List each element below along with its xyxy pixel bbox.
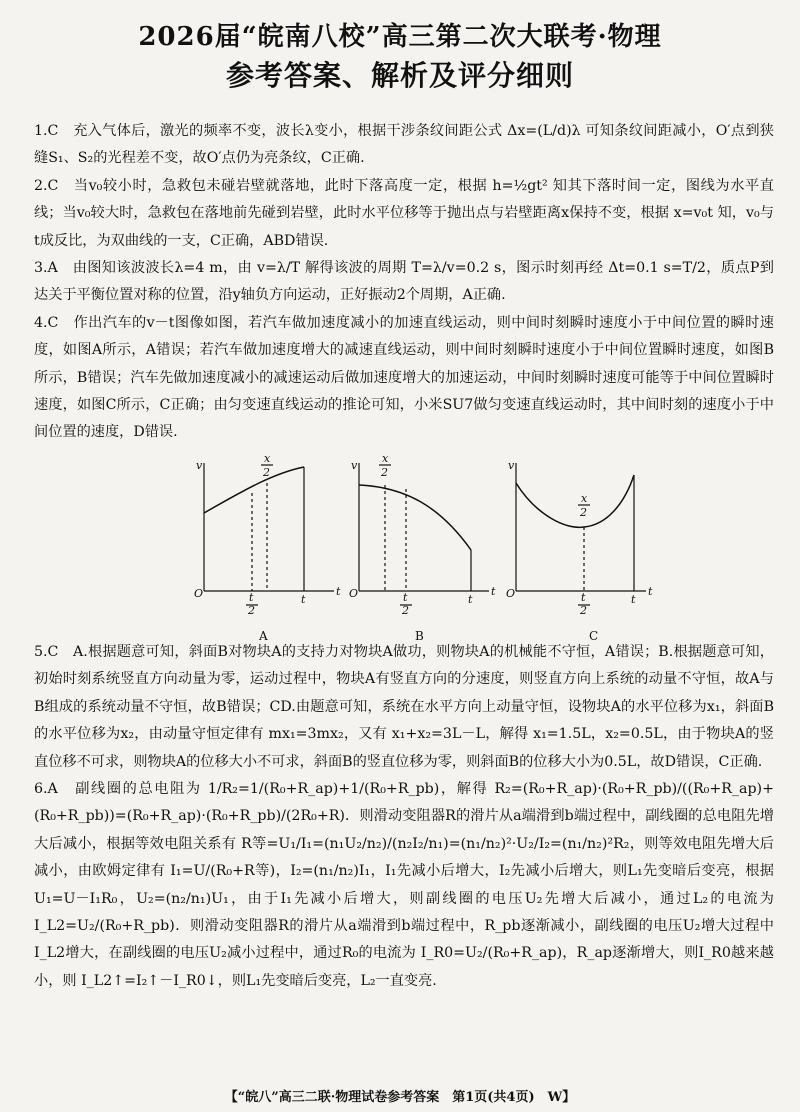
answer-item-3 <box>34 255 774 310</box>
caption-a: A <box>259 628 268 643</box>
curve-b <box>359 485 471 550</box>
answer-text: A.根据题意可知，斜面B对物块A的支持力对物块A做功，则物块A的机械能不守恒，A错误；B.根据题意可知，初始时刻系统竖直方向动量为零，运动过程中，物块A有竖直方向的分速度，则竖直方向上系统的动量不守恒，故A与B组成的系统动量不守恒，故B错误；CD.由题意可知，系统在水平方向上动量守恒，设物块A的水平位移为x₁，斜面B的水平位移为x₂，由动量守恒定律有 mx₁=3mx₂，又有 x₁+x₂=3L－L，解得 x₁=1.5L，x₂=0.5L，由于物块A的竖直位移不可求，则物块A的位移大小不可求，斜面B的竖直位移为零，则斜面B的位移大小为0.5L，故D错误，C正确. <box>34 643 774 770</box>
curve-a <box>204 467 304 513</box>
origin-label: O <box>349 586 359 600</box>
answer-item-1 <box>34 118 774 173</box>
caption-b: B <box>415 628 424 643</box>
answer-list <box>34 118 774 995</box>
answer-number: 5.C <box>34 643 59 660</box>
answer-item-2 <box>34 173 774 255</box>
answer-number: 6.A <box>34 780 58 797</box>
page-title: 2026届“皖南八校”高三第二次大联考·物理 <box>138 22 662 52</box>
half-x-den: 2 <box>381 465 388 479</box>
answer-item-6 <box>34 776 774 995</box>
answer-number: 3.A <box>34 260 58 277</box>
spacer <box>34 625 774 639</box>
half-x-den: 2 <box>263 465 270 479</box>
vt-graph-a <box>194 455 344 615</box>
half-x-num: x <box>382 454 389 465</box>
v-label: v <box>196 458 203 472</box>
half-t-num: t <box>581 590 586 604</box>
vt-graphs <box>34 454 774 643</box>
half-x-num: x <box>581 491 588 505</box>
answer-text: 副线圈的总电阻为 1/R₂=1/(R₀+R_ap)+1/(R₀+R_pb)，解得 R₂=(R₀+R_ap)·(R₀+R_pb)/((R₀+R_ap)+(R₀+R_pb))=(R₀+R_ap)·(R₀+R_pb)/(2R₀+R)．则滑动变阻器R的滑片从a端滑到b端过程中，副线圈的总电阻先增大后减小，根据等效电阻关系有 R等=U₁/I₁=(n₁U₂/n₂)/(n₂I₂/n₁)=(n₁/n₂)²·U₂/I₂=(n₁/n₂)²R₂，则等效电阻先增大后减小，由欧姆定律有 I₁=U/(R₀+R等)，I₂=(n₁/n₂)I₁，I₁先减小后增大，I₂先减小后增大，则L₁先变暗后变亮，根据 U₁=U－I₁R₀，U₂=(n₂/n₁)U₁，由于I₁先减小后增大，则副线圈的电压U₂先增大后减小，通过L₂的电流为 I_L2=U₂/(R₀+R_pb)．则滑动变阻器R的滑片从a端滑到b端过程中，R_pb逐渐减小，副线圈的电压U₂增大过程中I_L2增大，在副线圈的电压U₂减小过程中，通过R₀的电流为 I_R0=U₂/(R₀+R_ap)，R_ap逐渐增大，则I_R0越来越小，则 I_L2↑=I₂↑－I_R0↓，则L₁先变暗后变亮，L₂一直变亮. <box>34 780 774 989</box>
half-t-den: 2 <box>248 603 255 615</box>
vt-graph-c <box>506 455 656 615</box>
half-t-num: t <box>249 590 254 604</box>
answer-text: 充入气体后，激光的频率不变，波长λ变小，根据干涉条纹间距公式 Δx=(L/d)λ 可知条纹间距减小，O′点到狭缝S₁、S₂的光程差不变，故O′点仍为亮条纹，C正确. <box>34 123 774 167</box>
half-t-den: 2 <box>580 603 587 615</box>
t-label: t <box>491 584 496 598</box>
half-t-den: 2 <box>402 603 409 615</box>
origin-label: O <box>506 586 516 600</box>
end-t-label: t <box>301 592 306 606</box>
page-subtitle: 参考答案、解析及评分细则 <box>225 59 574 92</box>
answer-text: 作出汽车的v－t图像如图，若汽车做加速度减小的加速直线运动，则中间时刻瞬时速度小于中间位置的瞬时速度，如图A所示，A错误；若汽车做加速度增大的减速直线运动，则中间时刻瞬时速度小于中间位置瞬时速度，如图B所示，B错误；汽车先做加速度减小的减速运动后做加速度增大的加速运动，中间时刻瞬时速度可能等于中间位置瞬时速度，如图C所示，C正确；由匀变速直线运动的推论可知，小米SU7做匀变速直线运动时，其中间时刻的速度小于中间位置的速度，D错误. <box>34 314 774 441</box>
v-label: v <box>351 458 358 472</box>
answer-item-4 <box>34 310 774 447</box>
answer-text: 由图知该波波长λ=4 m，由 v=λ/T 解得该波的周期 T=λ/v=0.2 s，图示时刻再经 Δt=0.1 s=T/2，质点P到达关于平衡位置对称的位置，沿y轴负方向运动，正好振动2个周期，A正确. <box>34 260 774 304</box>
answer-number: 1.C <box>34 123 59 139</box>
caption-c: C <box>589 628 599 643</box>
answer-number: 4.C <box>34 314 59 331</box>
vt-graph-b <box>349 455 499 615</box>
end-t-label: t <box>631 592 636 606</box>
v-label: v <box>508 458 515 472</box>
page-footer: 【“皖八”高三二联·物理试卷参考答案 第1页(共4页) W】 <box>224 1090 576 1105</box>
answer-text: 当v₀较小时，急救包未碰岩壁就落地，此时下落高度一定，根据 h=½gt² 知其下落时间一定，图线为水平直线；当v₀较大时，急救包在落地前先碰到岩壁，此时水平位移等于抛出点与岩壁距离x保持不变，根据 x=v₀t 知，v₀与t成反比，为双曲线的一支，C正确，ABD错误. <box>34 177 774 249</box>
half-x-num: x <box>264 454 271 465</box>
origin-label: O <box>194 586 204 600</box>
t-label: t <box>648 584 653 598</box>
answer-item-5 <box>34 639 774 776</box>
answer-number: 2.C <box>34 177 59 194</box>
t-label: t <box>336 584 341 598</box>
end-t-label: t <box>468 592 473 606</box>
half-x-den: 2 <box>580 505 587 519</box>
curve-c <box>516 475 634 527</box>
half-t-num: t <box>403 590 408 604</box>
